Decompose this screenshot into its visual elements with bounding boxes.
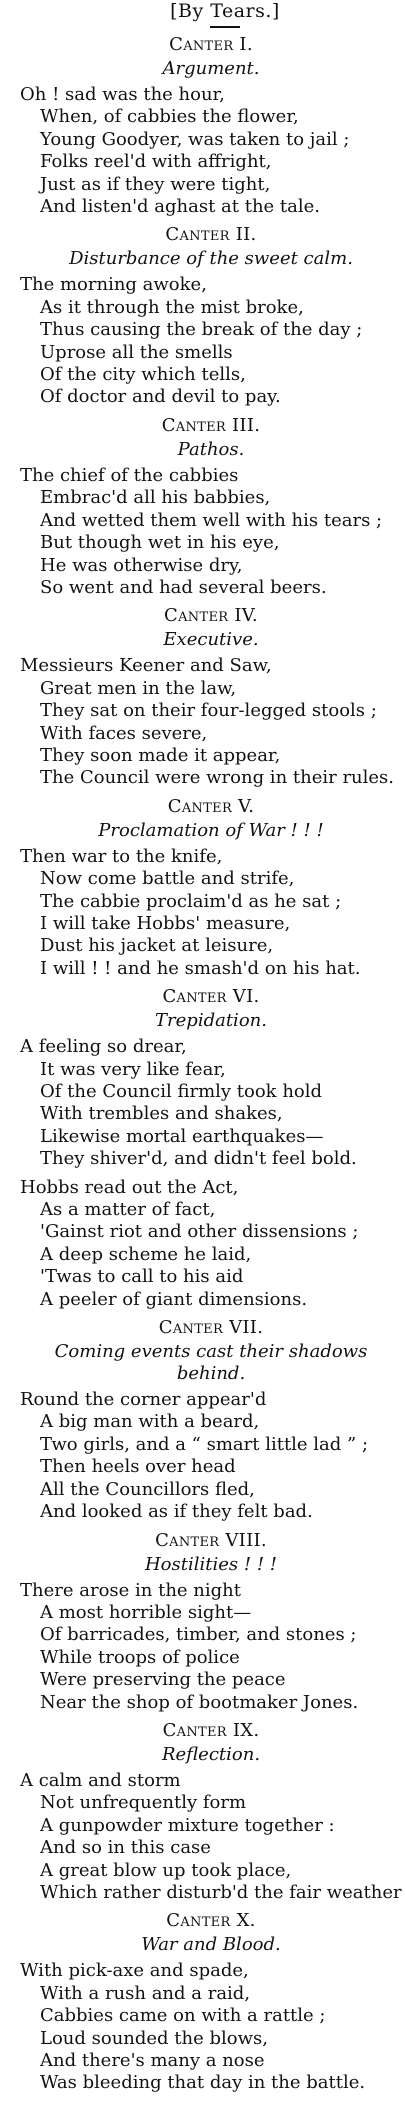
canto-subtitle: Disturbance of the sweet calm. <box>69 248 353 270</box>
canto-section <box>20 1317 402 1523</box>
canto-subtitle: Proclamation of War ! ! ! <box>98 819 324 841</box>
canto-section <box>20 415 402 599</box>
verse-line: The morning awoke, <box>20 274 207 296</box>
canto-title: Canter X. <box>166 1910 256 1932</box>
verse-line: Then heels over head <box>40 1456 236 1478</box>
verse-line: The chief of the cabbies <box>20 464 239 486</box>
canto-subtitle: Executive. <box>163 629 259 651</box>
verse-line: A calm and storm <box>20 1769 181 1791</box>
canto-subtitle: Trepidation. <box>155 1010 267 1032</box>
verse-line: Of the city which tells, <box>40 364 246 386</box>
verse-line: Was bleeding that day in the battle. <box>40 2072 366 2094</box>
verse-line: Dust his jacket at leisure, <box>40 935 274 957</box>
verse-line: They soon made it appear, <box>40 744 281 766</box>
canto-subtitle: Hostilities ! ! ! <box>144 1553 278 1575</box>
verse-line: A great blow up took place, <box>40 1859 292 1881</box>
verse-line: As it through the mist broke, <box>40 296 304 318</box>
verse-line: And listen'd aghast at the tale. <box>40 196 321 218</box>
canto-section <box>20 605 402 789</box>
canto-title: Canter VII. <box>158 1317 264 1339</box>
verse-line: A feeling so drear, <box>20 1036 187 1058</box>
verse-line: 'Gainst riot and other dissensions ; <box>40 1221 359 1243</box>
verse-line: Not unfrequently form <box>40 1792 247 1814</box>
verse-line: Likewise mortal earthquakes— <box>40 1125 324 1147</box>
verse-line: A big man with a beard, <box>40 1411 260 1433</box>
verse-line: Near the shop of bootmaker Jones. <box>40 1691 359 1713</box>
stanza <box>20 1960 402 2094</box>
verse-line: While troops of police <box>40 1646 240 1668</box>
stanza <box>20 1770 402 1904</box>
verse-line: Cabbies came on with a rattle ; <box>40 2005 326 2027</box>
canto-section <box>20 34 402 218</box>
verse-line: But though wet in his eye, <box>40 532 280 554</box>
verse-line: The cabbie proclaim'd as he sat ; <box>40 890 342 912</box>
verse-line: A deep scheme he laid, <box>40 1243 252 1265</box>
verse-line: Then war to the knife, <box>20 845 223 867</box>
verse-line: I will take Hobbs' measure, <box>40 912 291 934</box>
canto-title: Canter V. <box>167 795 255 817</box>
stanza <box>20 1580 402 1714</box>
stanza <box>20 465 402 599</box>
verse-line: As a matter of fact, <box>40 1199 216 1221</box>
verse-line: Now come battle and strife, <box>40 868 295 890</box>
verse-line: And wetted them well with his tears ; <box>40 509 383 531</box>
verse-line: A peeler of giant dimensions. <box>40 1288 308 1310</box>
verse-line: Oh ! sad was the hour, <box>20 84 225 105</box>
verse-line: Messieurs Keener and Saw, <box>20 655 272 677</box>
verse-line: Great men in the law, <box>40 677 237 699</box>
verse-line: Uprose all the smells <box>40 341 233 363</box>
stanza <box>20 1177 402 1311</box>
canto-subtitle: Reflection. <box>161 1743 261 1765</box>
canto-subtitle: Coming events cast their shadows behind. <box>54 1341 368 1385</box>
verse-line: Of the Council firmly took hold <box>40 1081 323 1102</box>
verse-line: With pick-axe and spade, <box>20 1960 249 1982</box>
verse-line: Young Goodyer, was taken to jail ; <box>40 128 350 150</box>
verse-line: Thus causing the break of the day ; <box>40 319 363 341</box>
verse-line: With faces severe, <box>40 722 208 744</box>
verse-line: A most horrible sight— <box>40 1601 252 1623</box>
canto-title: Canter VIII. <box>155 1529 267 1551</box>
verse-line: Loud sounded the blows, <box>40 2027 268 2049</box>
poem-body <box>20 34 402 2095</box>
verse-line: When, of cabbies the flower, <box>40 106 299 128</box>
verse-line: Just as if they were tight, <box>40 173 271 195</box>
canto-title: Canter VI. <box>162 986 260 1008</box>
stanza <box>20 655 402 789</box>
byline: [By Tears.] <box>170 0 280 22</box>
canto-subtitle: Pathos. <box>177 438 245 460</box>
divider-rule <box>210 26 240 28</box>
canto-subtitle: War and Blood. <box>141 1934 281 1956</box>
stanza <box>20 1389 402 1523</box>
verse-line: He was otherwise dry, <box>40 554 243 576</box>
verse-line: Hobbs read out the Act, <box>20 1176 239 1198</box>
canto-title: Canter IX. <box>162 1719 260 1741</box>
canto-title: Canter I. <box>169 34 253 55</box>
verse-line: It was very like fear, <box>40 1058 226 1080</box>
verse-line: They sat on their four-legged stools ; <box>40 700 377 722</box>
verse-line: There arose in the night <box>20 1579 241 1601</box>
canto-section <box>20 1530 402 1714</box>
verse-line: Two girls, and a “ smart little lad ” ; <box>40 1433 369 1455</box>
stanza <box>20 1036 402 1170</box>
verse-line: Round the corner appear'd <box>20 1389 267 1411</box>
verse-line: So went and had several beers. <box>40 576 327 598</box>
verse-line: And there's many a nose <box>40 2050 265 2071</box>
verse-line: Which rather disturb'd the fair weather <box>40 1881 402 1903</box>
canto-section <box>20 1910 402 2094</box>
canto-section <box>20 986 402 1311</box>
verse-line: Were preserving the peace <box>40 1669 286 1691</box>
verse-line: A gunpowder mixture together : <box>40 1814 335 1836</box>
stanza <box>20 274 402 408</box>
verse-line: With trembles and shakes, <box>40 1103 283 1125</box>
verse-line: 'Twas to call to his aid <box>40 1266 244 1288</box>
verse-line: Embrac'd all his babbies, <box>40 487 271 509</box>
verse-line: Folks reel'd with affright, <box>40 151 272 173</box>
canto-title: Canter III. <box>161 414 261 436</box>
verse-line: They shiver'd, and didn't feel bold. <box>40 1148 357 1170</box>
verse-line: All the Councillors fled, <box>40 1478 255 1500</box>
stanza <box>20 846 402 980</box>
canto-section <box>20 224 402 408</box>
verse-line: I will ! ! and he smash'd on his hat. <box>40 957 361 979</box>
canto-title: Canter II. <box>165 224 257 246</box>
canto-subtitle: Argument. <box>162 58 260 79</box>
verse-line: Of barricades, timber, and stones ; <box>40 1624 357 1646</box>
stanza <box>20 84 402 218</box>
canto-section <box>20 1720 402 1904</box>
canto-title: Canter IV. <box>164 605 258 627</box>
verse-line: With a rush and a raid, <box>40 1982 251 2004</box>
verse-line: Of doctor and devil to pay. <box>40 386 281 408</box>
verse-line: And so in this case <box>40 1837 211 1859</box>
verse-line: The Council were wrong in their rules. <box>40 767 395 789</box>
canto-section <box>20 796 402 980</box>
verse-line: And looked as if they felt bad. <box>40 1501 313 1523</box>
